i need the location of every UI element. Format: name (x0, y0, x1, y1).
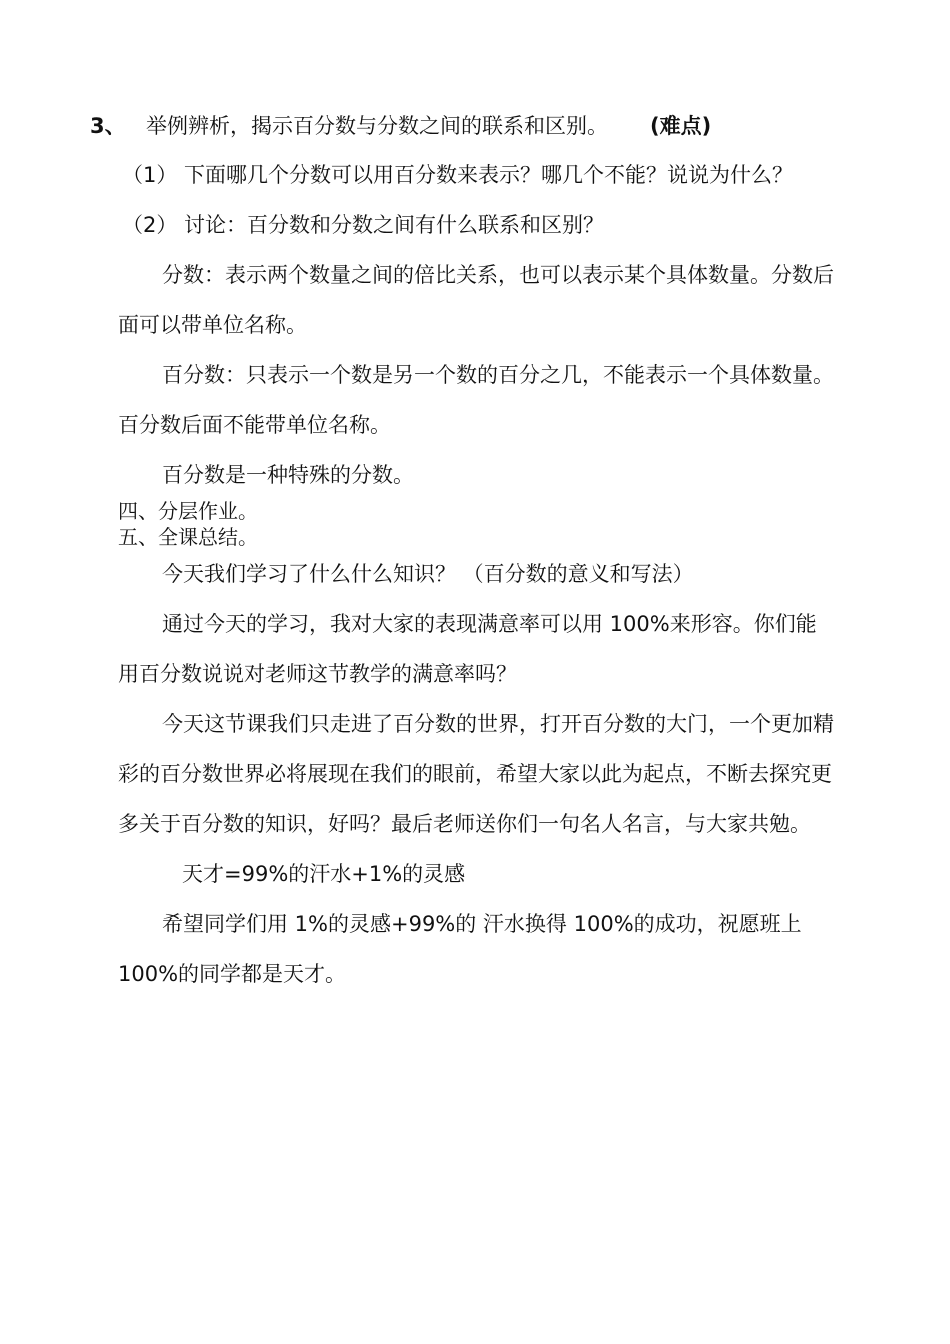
summary-paragraph-2-line-3: 多关于百分数的知识，好吗？最后老师送你们一句名人名言，与大家共勉。 (118, 812, 811, 836)
percent-definition-line-2: 百分数后面不能带单位名称。 (118, 413, 391, 437)
section-3-title: 举例辨析，揭示百分数与分数之间的联系和区别。 (146, 114, 608, 138)
question-1: （1） 下面哪几个分数可以用百分数来表示？哪几个不能？说说为什么？ (122, 163, 794, 187)
percent-special-statement: 百分数是一种特殊的分数。 (162, 463, 414, 487)
summary-paragraph-2-line-2: 彩的百分数世界必将展现在我们的眼前，希望大家以此为起点，不断去探究更 (118, 762, 832, 786)
fraction-definition-line-1: 分数：表示两个数量之间的倍比关系，也可以表示某个具体数量。分数后 (162, 263, 834, 287)
summary-paragraph-3-line-2: 100%的同学都是天才。 (118, 962, 347, 986)
famous-quote: 天才=99%的汗水+1%的灵感 (182, 862, 466, 886)
summary-paragraph-3-line-1: 希望同学们用 1%的灵感+99%的 汗水换得 100%的成功，祝愿班上 (162, 912, 802, 936)
summary-paragraph-1-line-2: 用百分数说说对老师这节教学的满意率吗？ (118, 662, 517, 686)
summary-paragraph-2-line-1: 今天这节课我们只走进了百分数的世界，打开百分数的大门，一个更加精 (162, 712, 834, 736)
heading-homework: 四、分层作业。 (118, 499, 258, 523)
heading-summary: 五、全课总结。 (118, 525, 258, 549)
summary-paragraph-1-line-1: 通过今天的学习，我对大家的表现满意率可以用 100%来形容。你们能 (162, 612, 817, 636)
question-2: （2） 讨论：百分数和分数之间有什么联系和区别？ (122, 213, 605, 237)
difficulty-tag: (难点) (650, 114, 712, 138)
fraction-definition-line-2: 面可以带单位名称。 (118, 313, 307, 337)
percent-definition-line-1: 百分数：只表示一个数是另一个数的百分之几，不能表示一个具体数量。 (162, 363, 834, 387)
section-3-number: 3、 (90, 114, 126, 138)
summary-question: 今天我们学习了什么什么知识？ （百分数的意义和写法） (162, 562, 694, 586)
